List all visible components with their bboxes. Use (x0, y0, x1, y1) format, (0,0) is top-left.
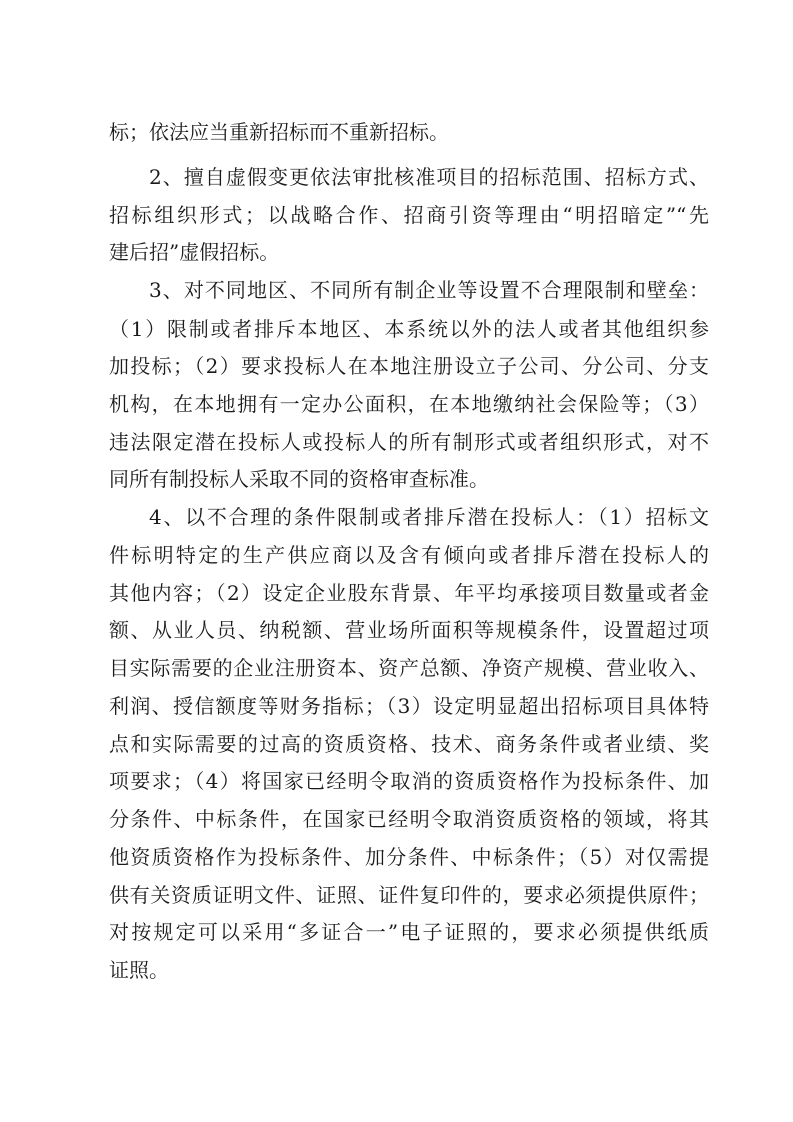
text-line: 利润、授信额度等财务指标；（3）设定明显超出招标项目具体特 (109, 694, 709, 718)
text-line: 建后招”虚假招标。 (109, 240, 280, 264)
text-line: 目实际需要的企业注册资本、资产总额、净资产规模、营业收入、 (109, 656, 709, 680)
text-line: 他资质资格作为投标条件、加分条件、中标条件；（5）对仅需提 (109, 845, 709, 869)
text-line: 分条件、中标条件，在国家已经明令取消资质资格的领域，将其 (109, 807, 709, 831)
text-line: 件标明特定的生产供应商以及含有倾向或者排斥潜在投标人的 (109, 543, 709, 567)
text-line: 对按规定可以采用“多证合一”电子证照的，要求必须提供纸质 (109, 920, 709, 944)
text-line: 4、以不合理的条件限制或者排斥潜在投标人：（1）招标文 (149, 505, 709, 529)
text-line: 加投标；（2）要求投标人在本地注册设立子公司、分公司、分支 (109, 354, 709, 378)
text-line: 证照。 (109, 958, 169, 982)
text-line: 招标组织形式；以战略合作、招商引资等理由“明招暗定”“先 (109, 203, 709, 227)
text-line: 供有关资质证明文件、证照、证件复印件的，要求必须提供原件； (109, 883, 709, 907)
text-line: 标；依法应当重新招标而不重新招标。 (109, 120, 449, 144)
text-line: 其他内容；（2）设定企业股东背景、年平均承接项目数量或者金 (109, 581, 709, 605)
text-line: 点和实际需要的过高的资质资格、技术、商务条件或者业绩、奖 (109, 732, 709, 756)
text-line: （1）限制或者排斥本地区、本系统以外的法人或者其他组织参 (109, 317, 709, 341)
text-line: 同所有制投标人采取不同的资格审查标准。 (109, 467, 489, 491)
text-line: 违法限定潜在投标人或投标人的所有制形式或者组织形式，对不 (109, 430, 709, 454)
text-line: 机构，在本地拥有一定办公面积，在本地缴纳社会保险等；（3） (109, 392, 709, 416)
text-line: 额、从业人员、纳税额、营业场所面积等规模条件，设置超过项 (109, 618, 709, 642)
text-line: 2、擅自虚假变更依法审批核准项目的招标范围、招标方式、 (149, 165, 709, 189)
text-line: 项要求；（4）将国家已经明令取消的资质资格作为投标条件、加 (109, 769, 709, 793)
text-line: 3、对不同地区、不同所有制企业等设置不合理限制和壁垒： (149, 278, 709, 302)
